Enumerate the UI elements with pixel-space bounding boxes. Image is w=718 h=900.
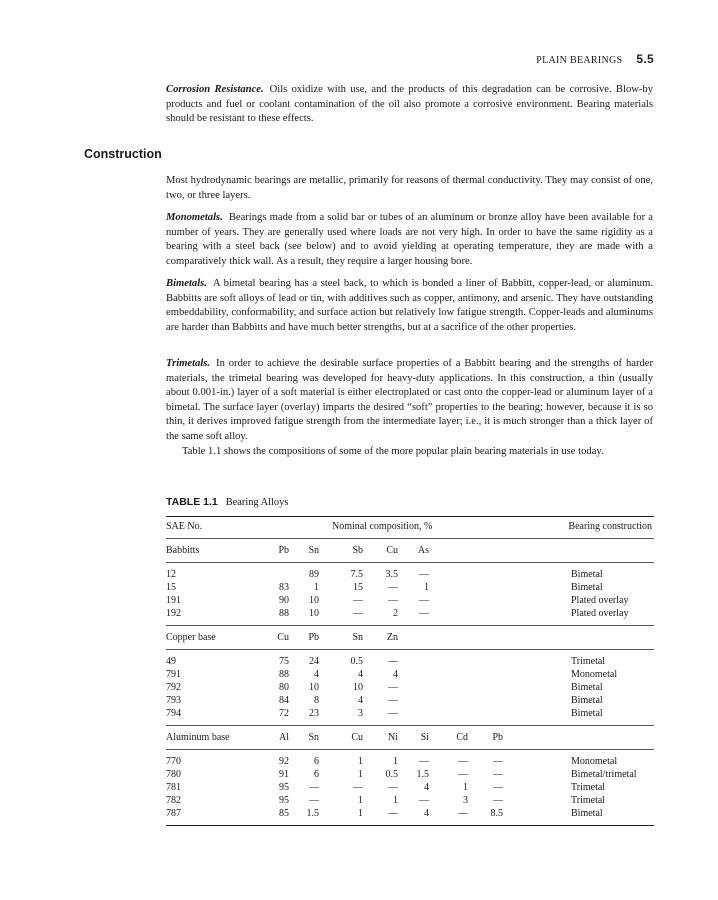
composition-value: — [493, 769, 503, 780]
composition-value: — [388, 695, 398, 706]
composition-value: 1 [424, 582, 429, 593]
table-row [166, 794, 654, 807]
table-row [166, 755, 654, 768]
composition-value: — [388, 808, 398, 819]
composition-value: 1 [463, 782, 468, 793]
composition-value: 10 [309, 595, 319, 606]
composition-value: 8 [314, 695, 319, 706]
table-caption [166, 496, 288, 508]
composition-value: 95 [279, 795, 289, 806]
composition-value: 7.5 [350, 569, 363, 580]
group-name: Aluminum base [166, 732, 230, 743]
header-nominal: Nominal composition, % [332, 521, 433, 532]
corrosion-lead: Corrosion Resistance. [166, 84, 264, 95]
composition-value: — [309, 782, 319, 793]
sae-number: 12 [166, 569, 176, 580]
sae-number: 191 [166, 595, 181, 606]
element-header: Sn [308, 732, 319, 743]
element-header: Cd [456, 732, 468, 743]
bearing-construction: Bimetal [571, 569, 603, 580]
table-row [166, 707, 654, 720]
composition-value: 75 [279, 656, 289, 667]
composition-value: 88 [279, 608, 289, 619]
composition-value: 1 [393, 795, 398, 806]
sae-number: 781 [166, 782, 181, 793]
bearing-construction: Monometal [571, 669, 618, 680]
composition-value: 90 [279, 595, 289, 606]
element-header: Sn [308, 545, 319, 556]
composition-value: — [419, 569, 429, 580]
composition-value: 3.5 [385, 569, 398, 580]
composition-value: — [493, 756, 503, 767]
bearing-construction: Bimetal [571, 708, 603, 719]
bearing-construction: Plated overlay [571, 608, 629, 619]
composition-value: — [388, 656, 398, 667]
element-header: Pb [492, 732, 503, 743]
trimetals-paragraph [166, 357, 653, 459]
monometals-paragraph [166, 211, 653, 269]
composition-value: 4 [424, 782, 429, 793]
bimetals-lead: Bimetals. [166, 278, 207, 289]
composition-value: 95 [279, 782, 289, 793]
table-title: Bearing Alloys [225, 497, 289, 508]
table-row [166, 568, 654, 581]
composition-value: 4 [424, 808, 429, 819]
composition-value: 6 [314, 756, 319, 767]
composition-value: — [458, 769, 468, 780]
composition-value: — [388, 682, 398, 693]
composition-value: — [419, 795, 429, 806]
sae-number: 787 [166, 808, 181, 819]
composition-value: — [419, 756, 429, 767]
composition-value: — [353, 595, 363, 606]
element-header: Cu [277, 632, 289, 643]
composition-value: 8.5 [490, 808, 503, 819]
composition-value: 4 [393, 669, 398, 680]
composition-value: — [388, 708, 398, 719]
running-head [536, 52, 654, 66]
element-header: Sb [352, 545, 363, 556]
bearing-construction: Bimetal [571, 582, 603, 593]
composition-value: — [388, 595, 398, 606]
composition-value: 1 [358, 795, 363, 806]
sae-number: 793 [166, 695, 181, 706]
composition-value: 1.5 [416, 769, 429, 780]
table-row [166, 607, 654, 620]
composition-value: 1 [393, 756, 398, 767]
element-header: Cu [351, 732, 363, 743]
composition-value: — [419, 595, 429, 606]
composition-value: 24 [309, 656, 319, 667]
composition-value: 1 [314, 582, 319, 593]
table-row [166, 694, 654, 707]
table-row [166, 781, 654, 794]
composition-value: 10 [309, 682, 319, 693]
element-header: Sn [352, 632, 363, 643]
element-header: Cu [386, 545, 398, 556]
header-construction: Bearing construction [568, 521, 652, 532]
group-header-row [166, 631, 654, 644]
composition-value: — [309, 795, 319, 806]
table-number: TABLE 1.1 [166, 496, 218, 508]
element-header: Si [420, 732, 429, 743]
composition-value: — [458, 756, 468, 767]
sae-number: 770 [166, 756, 181, 767]
composition-value: 6 [314, 769, 319, 780]
composition-value: 3 [463, 795, 468, 806]
table-row [166, 668, 654, 681]
composition-value: — [353, 782, 363, 793]
bimetals-paragraph [166, 277, 653, 335]
group-header-row [166, 731, 654, 744]
bearing-construction: Trimetal [571, 782, 606, 793]
composition-value: 10 [353, 682, 363, 693]
bearing-construction: Bimetal [571, 808, 603, 819]
trimetals-text: In order to achieve the desirable surface properties of a Babbitt bearing and the strengths of harder materials, the trimetal bearing was developed for heavy-duty applications. In this construction, a thin (usually about 0.001-in.) layer of a soft material is either electroplated or cast onto the copper-lead or aluminum layer of a bimetal. The surface layer (overlay) imparts the desired “soft” properties to the bearing; however, because it is so thin, it derives improved fatigue strength from the intermediate layer; i.e., it is much stronger than a thick layer of the same soft alloy. [166, 358, 653, 442]
bearing-construction: Trimetal [571, 795, 606, 806]
group-name: Copper base [166, 632, 216, 643]
table-row [166, 581, 654, 594]
table-row [166, 681, 654, 694]
running-head-title: PLAIN BEARINGS [536, 55, 623, 66]
monometals-lead: Monometals. [166, 212, 223, 223]
composition-value: 1.5 [306, 808, 319, 819]
group-name: Babbitts [166, 545, 200, 556]
element-header: Zn [386, 632, 398, 643]
element-header: Al [279, 732, 289, 743]
composition-value: 85 [279, 808, 289, 819]
header-sae: SAE No. [166, 521, 203, 532]
composition-value: 88 [279, 669, 289, 680]
table-reference-text: Table 1.1 shows the compositions of some of the more popular plain bearing materials in use today. [182, 445, 604, 457]
composition-value: — [493, 782, 503, 793]
table-bottom-rule [166, 825, 654, 826]
bimetals-text: A bimetal bearing has a steel back, to which is bonded a liner of Babbitt, copper-lead, or aluminum. Babbitts are soft alloys of lead or tin, with additives such as copper, antimony, and arsenic. They have outstanding embeddability, conformability, and surface action but relatively low fatigue strength. Copper-leads and aluminums are harder than Babbitts and have much better strengths, but at a sacrifice of the other properties. [166, 278, 653, 333]
composition-value: — [388, 782, 398, 793]
bearing-construction: Plated overlay [571, 595, 629, 606]
sae-number: 15 [166, 582, 176, 593]
composition-value: 0.5 [385, 769, 398, 780]
corrosion-paragraph [166, 83, 653, 127]
table-row [166, 655, 654, 668]
composition-value: — [493, 795, 503, 806]
composition-value: — [388, 582, 398, 593]
element-header: As [417, 545, 429, 556]
composition-value: 83 [279, 582, 289, 593]
composition-value: 92 [279, 756, 289, 767]
construction-intro: Most hydrodynamic bearings are metallic, primarily for reasons of thermal conductivity. They may consist of one, two, or three layers. [166, 175, 653, 201]
element-header: Pb [308, 632, 319, 643]
composition-value: 80 [279, 682, 289, 693]
composition-value: 2 [393, 608, 398, 619]
composition-value: 15 [353, 582, 363, 593]
monometals-text: Bearings made from a solid bar or tubes of an aluminum or bronze alloy have been available for a number of years. They are generally used where loads are not very high. In order to have the same rigidity as a bearing with a steel back (see below) and to avoid yielding at operating temperature, they are made with a comparatively thick wall. As a result, they require a larger housing bore. [166, 212, 653, 267]
table-header-row [166, 520, 654, 533]
table-row [166, 594, 654, 607]
composition-value: 1 [358, 769, 363, 780]
page-number: 5.5 [636, 52, 654, 66]
composition-value: 1 [358, 808, 363, 819]
group-header-row [166, 544, 654, 557]
composition-value: 23 [309, 708, 319, 719]
sae-number: 794 [166, 708, 181, 719]
table-row [166, 807, 654, 820]
corrosion-text: Oils oxidize with use, and the products of this degradation can be corrosive. Blow-by products and fuel or coolant contamination of the oil also promote a corrosive environment. Bearing materials should be resistant to these effects. [166, 84, 654, 125]
composition-value: 1 [358, 756, 363, 767]
composition-value: 89 [309, 569, 319, 580]
composition-value: 10 [309, 608, 319, 619]
sae-number: 192 [166, 608, 181, 619]
section-title: Construction [84, 147, 162, 161]
composition-value: 84 [279, 695, 289, 706]
composition-value: — [458, 808, 468, 819]
composition-value: 4 [314, 669, 319, 680]
composition-value: 91 [279, 769, 289, 780]
bearing-construction: Bimetal [571, 695, 603, 706]
trimetals-lead: Trimetals. [166, 358, 211, 369]
composition-value: — [353, 608, 363, 619]
table-row [166, 768, 654, 781]
element-header: Pb [278, 545, 289, 556]
sae-number: 791 [166, 669, 181, 680]
composition-value: — [419, 608, 429, 619]
sae-number: 49 [166, 656, 176, 667]
bearing-alloys-table [166, 516, 654, 826]
composition-value: 3 [358, 708, 363, 719]
composition-value: 4 [358, 695, 363, 706]
sae-number: 792 [166, 682, 181, 693]
bearing-construction: Monometal [571, 756, 618, 767]
bearing-construction: Bimetal/trimetal [571, 769, 637, 780]
composition-value: 4 [358, 669, 363, 680]
bearing-construction: Trimetal [571, 656, 606, 667]
sae-number: 780 [166, 769, 181, 780]
bearing-construction: Bimetal [571, 682, 603, 693]
composition-value: 72 [279, 708, 289, 719]
sae-number: 782 [166, 795, 181, 806]
element-header: Ni [388, 732, 398, 743]
composition-value: 0.5 [350, 656, 363, 667]
